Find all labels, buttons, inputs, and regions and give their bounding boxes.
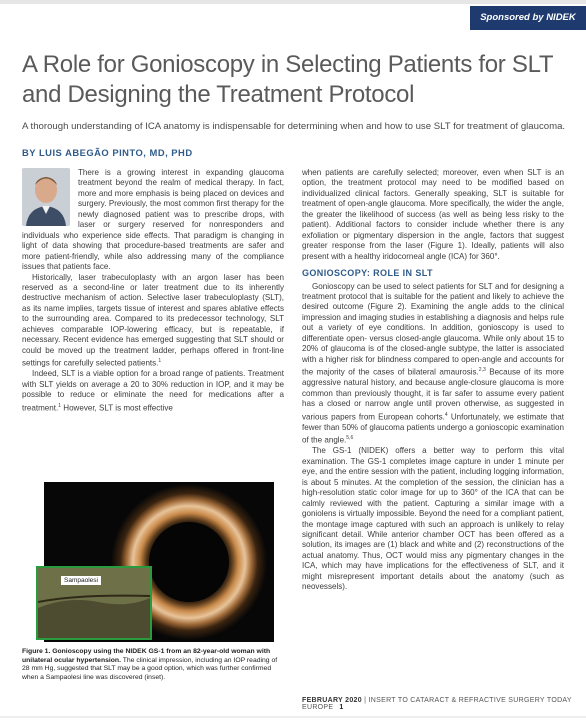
reference: 2,3 — [478, 367, 486, 374]
paragraph: The GS-1 (NIDEK) offers a better way to perform this vital examination. The GS-1 completes image capture in under 1 minute per eye, and the entire session with the patient, including logging information, is about 5 minutes. At the completion of the session, the clinician has a high-resolution static color image for up to 360° of the ICA that can be calmly reviewed with the patient. Capturing a similar image with a goniolens is virtually impossible. Beyond the need for a compliant patient, the montage image captured with such an approach is unlikely to relay significant detail. While anterior chamber OCT has been offered as a solution, its images are (1) black and white and (2) reconstructions of the actual anatomy. Thus, OCT would miss any pigmentary changes in the ICA, which may have implications for the effectiveness of SLT, and it might misrepresent important details about the anatomy (such as neovessels). — [302, 446, 564, 592]
article-title: A Role for Gonioscopy in Selecting Patients for SLT and Designing the Treatment Protocol — [22, 51, 553, 108]
reference: 5,6 — [346, 435, 354, 442]
reference: 1 — [158, 358, 162, 365]
paragraph: Indeed, SLT is a viable option for a broad range of patients. Treatment with SLT yields on average a 20 to 30% reduction in IOP, and it may be possible to reduce or eliminate the need for medications after a treatment.$^1$ However, SLT is most effective — [22, 369, 284, 413]
footer-date: FEBRUARY 2020 — [302, 697, 362, 704]
inset-image — [36, 566, 152, 640]
section-heading: GONIOSCOPY: ROLE IN SLT — [302, 268, 433, 279]
article-subtitle: A thorough understanding of ICA anatomy is indispensable for determining when and how to use SLT for treatment of glaucoma. — [22, 121, 566, 132]
inset-label: Sampaolesi — [61, 576, 101, 585]
reference: 1 — [58, 402, 62, 409]
reference: 4 — [444, 411, 448, 418]
paragraph: Historically, laser trabeculoplasty with an argon laser has been reserved as a second-line or later treatment due to its inherently destructive mechanism of action. Selective laser trabeculoplasty (SLT), as its name implies, targets tissue of interest and spares ablative effects to the surrounding area. Compared to its predecessor technology, SLT achieves comparable IOP-lowering efficacy, but is repeatable, if necessary. Recent evidence has emerged suggesting that SLT should or could be moved up the treatment ladder, perhaps offered in front-line settings for carefully selected patients.$^1$ — [22, 272, 284, 368]
author-photo — [22, 168, 70, 226]
sponsor-banner: Sponsored by NIDEK — [470, 6, 586, 30]
figure-caption: Figure 1. Gonioscopy using the NIDEK GS-1 from an 82-year-old woman with unilateral ocular hypertension. The clinical impression, including an IOP reading of 28 mm Hg, suggested that SLT may be a good option, which was further confirmed when a Sampaolesi line was discovered (inset). — [22, 648, 278, 681]
page-number: 1 — [339, 704, 344, 711]
author-byline: BY LUIS ABEGÃO PINTO, MD, PHD — [22, 147, 193, 158]
bottom-rule — [0, 716, 586, 718]
paragraph: when patients are carefully selected; moreover, even when SLT is an option, the treatment protocol may need to be modified based on individualized clinical factors. Generally speaking, SLT is suitable for treatment of open-angle glaucoma. More specifically, the wider the angle, the greater the likelihood of success (as well as being less risky to the patient). Additional factors to consider include whether there is any exfoliation or pigmentary dispersion in the angle, factors that suggest greater response from the laser (Figure 1). Ideally, patients will also present with a healthy iridocorneal angle (ICA) for 360°. — [302, 168, 564, 261]
top-rule — [0, 0, 586, 4]
page-footer — [302, 697, 574, 711]
column-right — [302, 168, 564, 593]
paragraph: There is a growing interest in expanding glaucoma treatment beyond the realm of medical therapy. In fact, more and more emphasis is being placed on devices and surgery. Previously, the most common first therapy for the newly diagnosed patient was to prescribe drops, with laser or surgery reserved for nonresponders and individuals who experience side effects. That paradigm is changing in light of data showing that procedure-based treatments are safer and more patient-friendly, while also addressing many of the compliance issues that patients face. — [22, 168, 284, 272]
paragraph: Gonioscopy can be used to select patients for SLT and for designing a treatment protocol that is suitable for the patient and likely to achieve the desired outcome (Figure 2). Examining the angle adds to the clinical impression and imaging studies in establishing a diagnosis and helps rule out a variety of eye conditions. In addition, gonioscopy is used to differentiate open- versus closed-angle glaucoma. While only about 15 to 20% of glaucoma is of the closed-angle subtype, the latter is associated with a higher risk for blindness compared to open-angle and accounts for the majority of the cases of bilateral amaurosis.$^{2,3}$ Because of its more aggressive natural history, and because angle-closure glaucoma is more common than previously thought, it is far safer to assume every patient has a closed or narrow angle until proven otherwise, as suggested in various papers from European cohorts.$^4$ Unfortunately, we estimate that fewer than 50% of glaucoma patients undergo a gonioscopic examination of the angle.$^{5,6}$ — [302, 281, 565, 445]
column-left — [22, 168, 284, 414]
footer-journal: | INSERT TO CATARACT & REFRACTIVE SURGERY TODAY EUROPE — [302, 697, 572, 711]
